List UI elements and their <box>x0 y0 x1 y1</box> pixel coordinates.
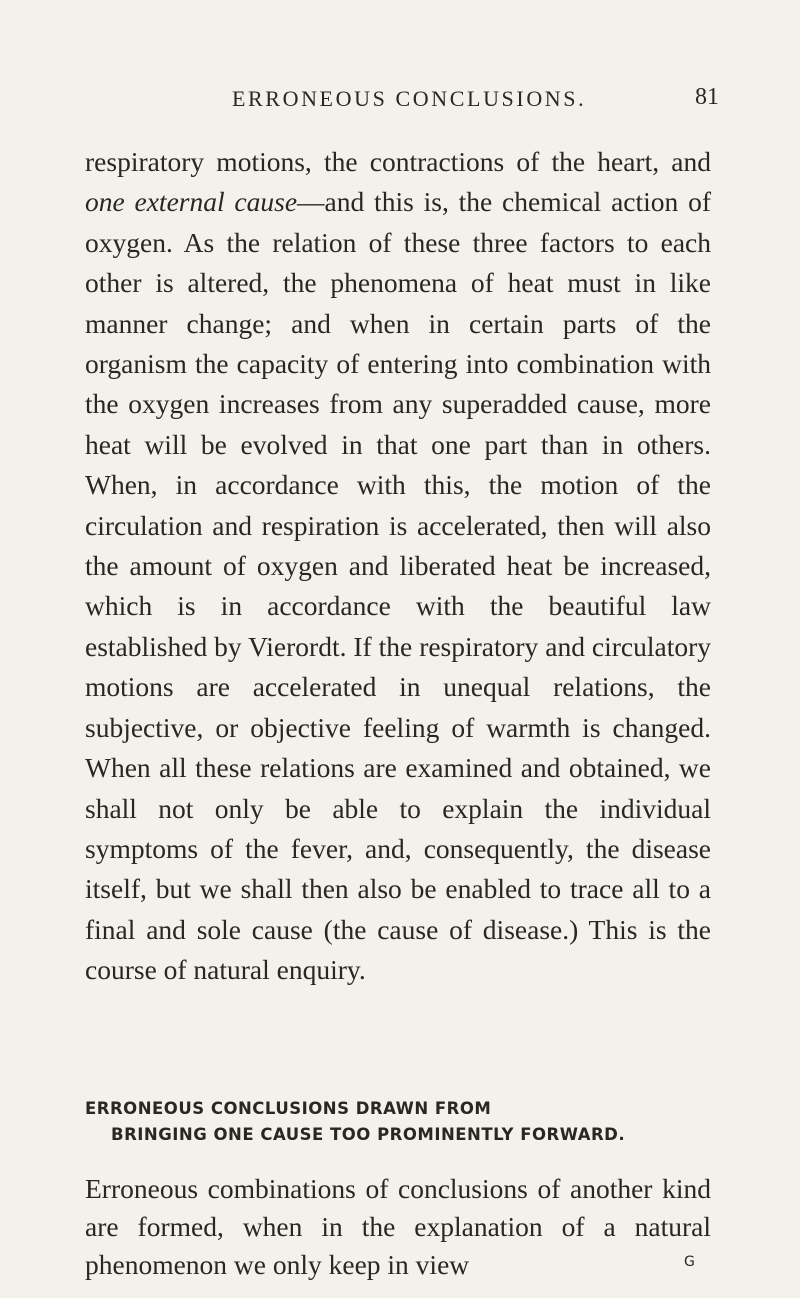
paragraph-main-text-2: —and this is, the chemical action of oxygen. As the relation of these three factors to each other is altered, the phenomena of heat must in like manner change; and when in certain parts of the organism the capacity of entering into combination with the oxygen increases from any superadded cause, more heat will be evolved in that one part than in others. When, in accordance with this, the motion of the circulation and respiration is accelerated, then will also the amount of oxygen and liberated heat be increased, which is in accordance with the beautiful law established by Vierordt. If the respiratory and circulatory motions are accelerated in unequal relations, the subjective, or objective feeling of warmth is changed. When all these relations are examined and obtained, we shall not only be able to explain the individual symptoms of the fever, and, consequently, the disease itself, but we shall then also be enabled to trace all to a final and sole cause (the cause of disease.) This is the course of natural enquiry. <box>85 186 711 986</box>
section-heading-line-1: ERRONEOUS CONCLUSIONS DRAWN FROM <box>85 1099 492 1118</box>
running-title: ERRONEOUS CONCLUSIONS. <box>232 86 587 111</box>
paragraph-main <box>85 142 711 991</box>
paragraph-main-text-1: respiratory motions, the contractions of the heart, and <box>85 146 711 177</box>
section-heading <box>85 1096 711 1148</box>
signature-mark: G <box>684 1254 695 1270</box>
paragraph-section: Erroneous combinations of conclusions of another kind are formed, when in the explanation of a natural phenomenon we only keep in view <box>85 1173 711 1280</box>
page-number: 81 <box>695 84 719 110</box>
section-heading-line-2: BRINGING ONE CAUSE TOO PROMINENTLY FORWARD. <box>111 1125 626 1144</box>
emphasis-one-external-cause: one external cause <box>85 186 298 218</box>
